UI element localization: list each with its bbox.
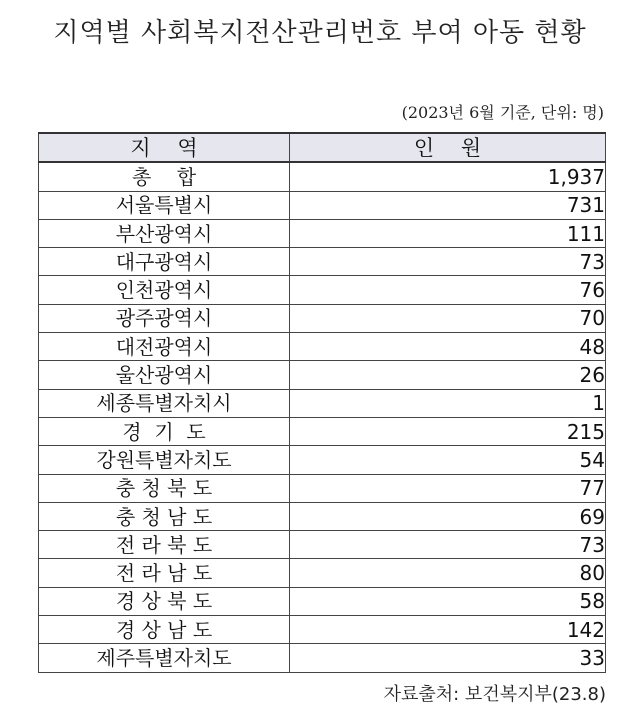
count-cell: 80 [290, 559, 606, 587]
region-cell: 총 합 [39, 162, 290, 191]
table-row [39, 389, 606, 417]
count-cell: 142 [290, 616, 606, 644]
table-row [39, 304, 606, 332]
region-cell: 충 청 북 도 [39, 474, 290, 502]
table-row [39, 417, 606, 445]
unit-note: (2023년 6월 기준, 단위: 명) [401, 103, 604, 122]
table-row [39, 502, 606, 530]
table-row [39, 162, 606, 191]
table-row [39, 191, 606, 219]
count-cell: 215 [290, 417, 606, 445]
region-cell: 광주광역시 [39, 304, 290, 332]
count-cell: 58 [290, 587, 606, 615]
table-row [39, 587, 606, 615]
count-cell: 70 [290, 304, 606, 332]
region-cell: 강원특별자치도 [39, 446, 290, 474]
table-row [39, 531, 606, 559]
table-row [39, 276, 606, 304]
region-cell: 세종특별자치시 [39, 389, 290, 417]
table-row [39, 559, 606, 587]
table-row [39, 219, 606, 247]
region-cell: 서울특별시 [39, 191, 290, 219]
count-cell: 69 [290, 502, 606, 530]
count-cell: 26 [290, 361, 606, 389]
count-cell: 77 [290, 474, 606, 502]
table-row [39, 361, 606, 389]
table-header-row [39, 133, 606, 162]
region-cell: 부산광역시 [39, 219, 290, 247]
count-cell: 73 [290, 531, 606, 559]
page-title: 지역별 사회복지전산관리번호 부여 아동 현황 [53, 18, 587, 48]
region-cell: 경 상 남 도 [39, 616, 290, 644]
region-cell: 대구광역시 [39, 248, 290, 276]
count-cell: 76 [290, 276, 606, 304]
region-cell: 전 라 남 도 [39, 559, 290, 587]
header-region: 지 역 [39, 133, 290, 162]
region-cell: 제주특별자치도 [39, 644, 290, 672]
region-cell: 경 기 도 [39, 417, 290, 445]
count-cell: 111 [290, 219, 606, 247]
count-cell: 731 [290, 191, 606, 219]
count-cell: 1 [290, 389, 606, 417]
table-row [39, 474, 606, 502]
count-cell: 73 [290, 248, 606, 276]
region-cell: 울산광역시 [39, 361, 290, 389]
header-count: 인 원 [290, 133, 606, 162]
count-cell: 33 [290, 644, 606, 672]
table-row [39, 446, 606, 474]
source-note: 자료출처: 보건복지부(23.8) [383, 684, 606, 705]
region-table [38, 132, 606, 673]
region-cell: 인천광역시 [39, 276, 290, 304]
count-cell: 1,937 [290, 162, 606, 191]
region-cell: 전 라 북 도 [39, 531, 290, 559]
table-row [39, 644, 606, 672]
count-cell: 48 [290, 333, 606, 361]
region-cell: 충 청 남 도 [39, 502, 290, 530]
table-row [39, 248, 606, 276]
table-row [39, 616, 606, 644]
count-cell: 54 [290, 446, 606, 474]
region-cell: 경 상 북 도 [39, 587, 290, 615]
table-row [39, 333, 606, 361]
region-cell: 대전광역시 [39, 333, 290, 361]
